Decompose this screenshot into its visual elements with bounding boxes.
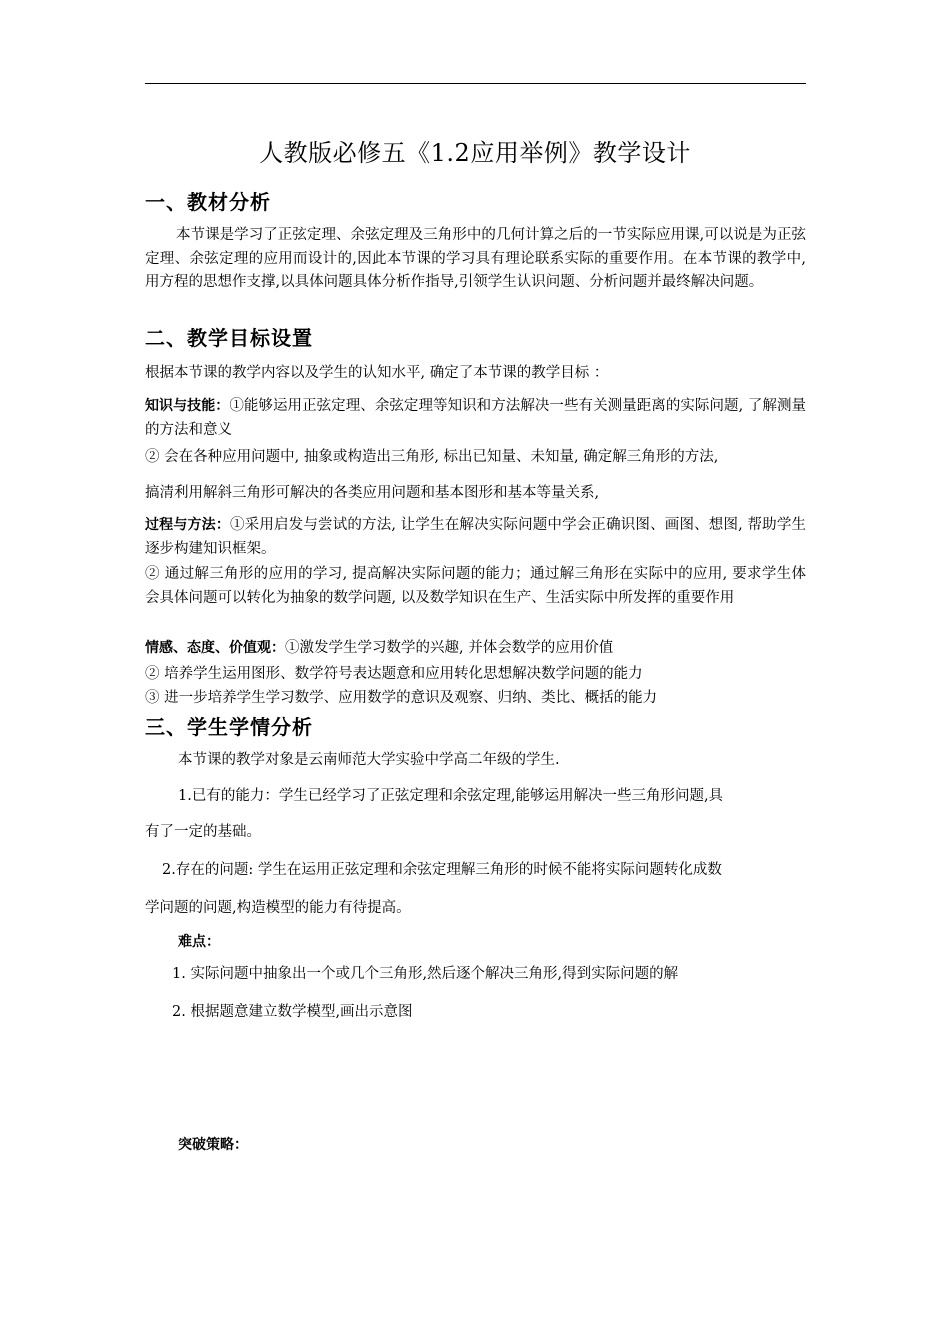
emotion-item-2: ② 培养学生运用图形、数学符号表达题意和应用转化思想解决数学问题的能力 — [145, 666, 643, 682]
problem-line-2: 学问题的问题,构造模型的能力有待提高。 — [145, 900, 411, 916]
knowledge-item-3: 搞清利用解斜三角形可解决的各类应用问题和基本图形和基本等量关系, — [145, 485, 600, 501]
document-title: 人教版必修五《1.2应用举例》教学设计 — [259, 139, 691, 167]
difficulty-item-1: 1. 实际问题中抽象出一个或几个三角形,然后逐个解决三角形,得到实际问题的解 — [172, 966, 679, 982]
section-1-paragraph: 本节课是学习了正弦定理、余弦定理及三角形中的几何计算之后的一节实际应用课,可以说是为正弦定理、余弦定理的应用而设计的,因此本节课的学习具有理论联系实际的重要作用。在本节课的教学中,用方程的思想作支撑,以具体问题具体分析作指导,引领学生认识问题、分析问题并最终解决问题。 — [145, 227, 806, 290]
emotion-item-3: ③ 进一步培养学生学习数学、应用数学的意识及观察、归纳、类比、概括的能力 — [145, 690, 658, 706]
emotion-label: 情感、态度、价值观： — [145, 640, 285, 656]
strategy-label: 突破策略： — [178, 1137, 248, 1153]
problem-line-1: 2.存在的问题: 学生在运用正弦定理和余弦定理解三角形的时候不能将实际问题转化成数 — [162, 862, 722, 878]
knowledge-item-2: ② 会在各种应用问题中, 抽象或构造出三角形, 标出已知量、未知量, 确定解三角形的方法, — [145, 449, 719, 465]
header-rule — [145, 83, 806, 84]
knowledge-goal-block — [145, 395, 806, 442]
goals-intro: 根据本节课的教学内容以及学生的认知水平, 确定了本节课的教学目标 ： — [145, 365, 609, 381]
knowledge-label: 知识与技能： — [145, 398, 230, 414]
ability-line-2: 有了一定的基础。 — [145, 824, 261, 840]
ability-line-1: 1.已有的能力：学生已经学习了正弦定理和余弦定理,能够运用解决一些三角形问题,具 — [178, 788, 724, 804]
process-goal-block — [145, 514, 806, 561]
process-item-2: ② 通过解三角形的应用的学习, 提高解决实际问题的能力；通过解三角形在实际中的应用, 要求学生体会具体问题可以转化为抽象的数学问题, 以及数学知识在生产、生活实际中所发挥的重要作用 — [145, 566, 806, 606]
difficulty-label: 难点： — [178, 934, 220, 950]
section-heading-1: 一、教材分析 — [145, 190, 271, 214]
process-item-1: ①采用启发与尝试的方法, 让学生在解决实际问题中学会正确识图、画图、想图, 帮助学生逐步构建知识框架。 — [145, 517, 807, 557]
emotion-item-1: ①激发学生学习数学的兴趣, 并体会数学的应用价值 — [285, 640, 614, 656]
emotion-goal-block — [145, 637, 806, 661]
process-label: 过程与方法： — [145, 517, 231, 533]
difficulty-item-2: 2. 根据题意建立数学模型,画出示意图 — [172, 1004, 413, 1020]
knowledge-item-1: ①能够运用正弦定理、余弦定理等知识和方法解决一些有关测量距离的实际问题, 了解测量的方法和意义 — [145, 398, 807, 438]
students-intro: 本节课的教学对象是云南师范大学实验中学高二年级的学生. — [178, 752, 560, 768]
section-heading-3: 三、学生学情分析 — [145, 715, 313, 739]
section-heading-2: 二、教学目标设置 — [145, 326, 313, 350]
